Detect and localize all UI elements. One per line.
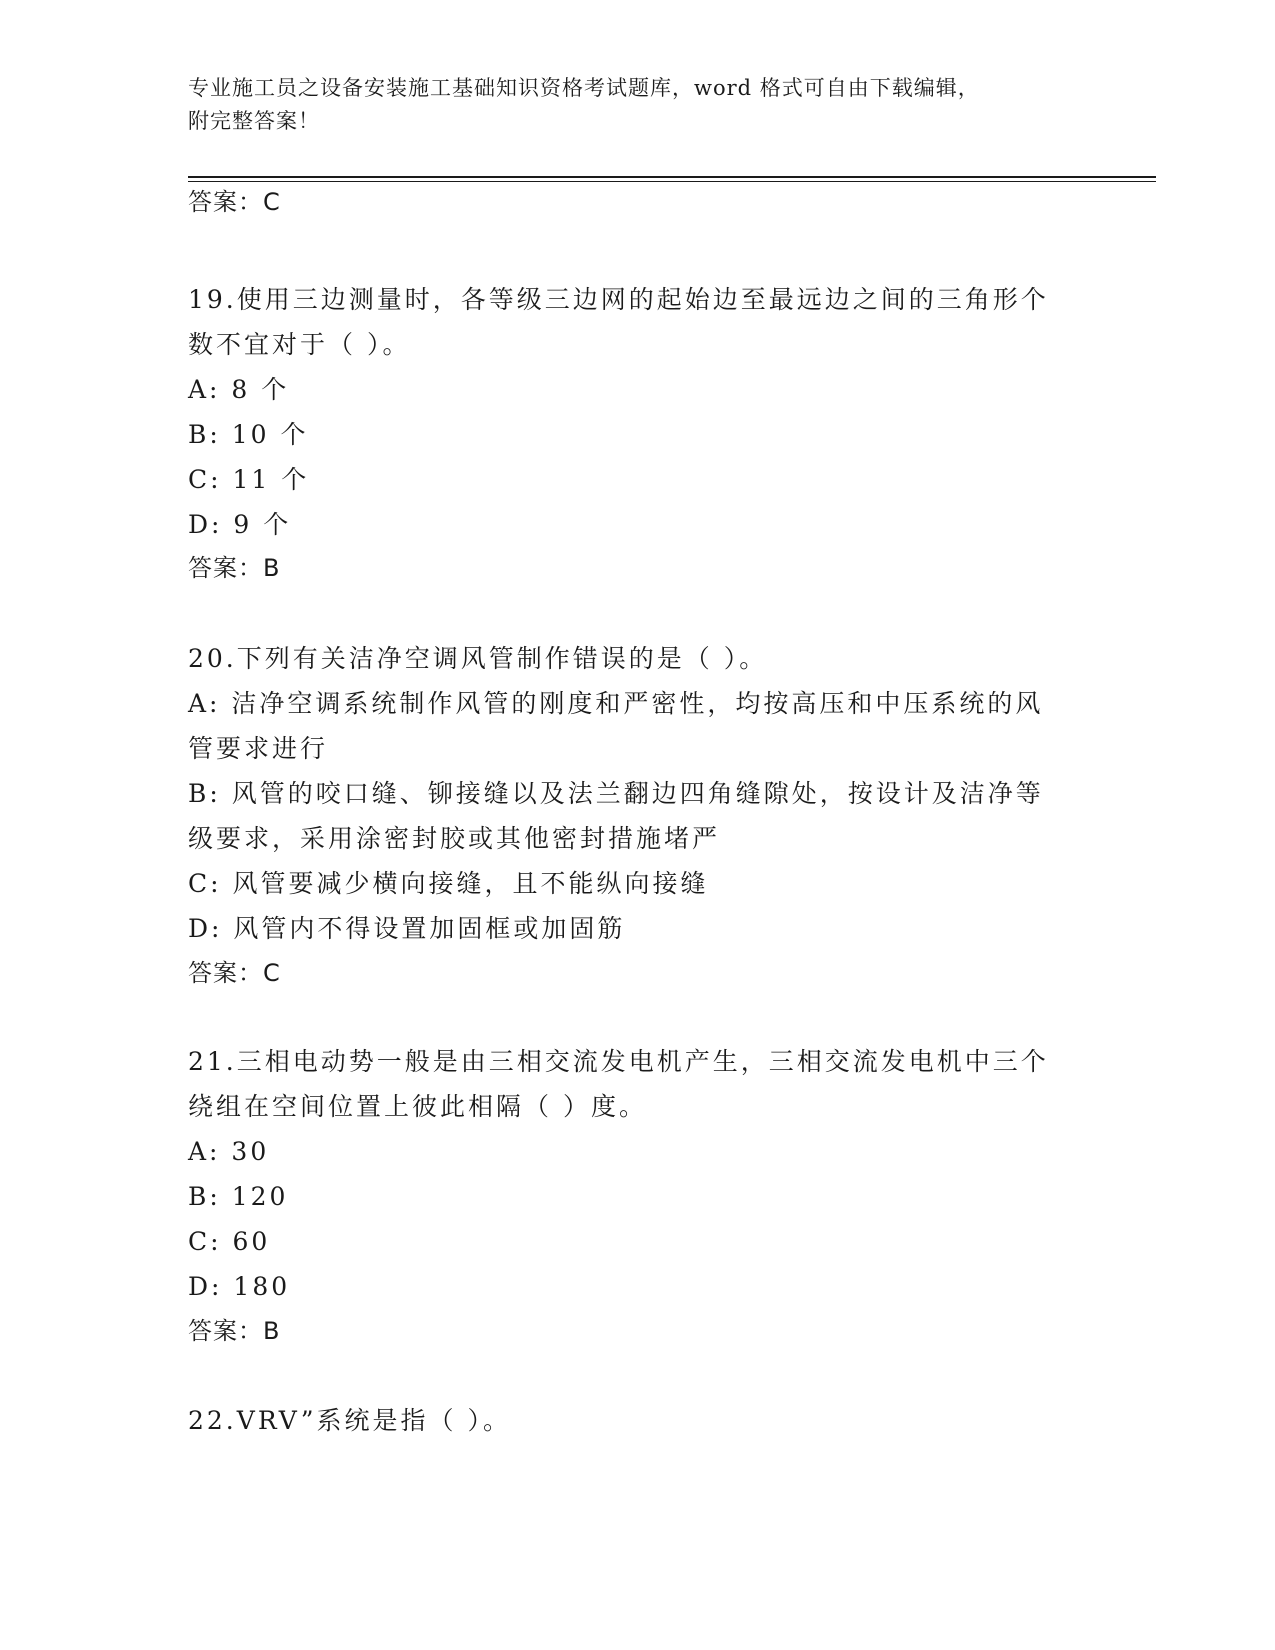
answer-21: 答案：B	[188, 1317, 281, 1345]
header-divider-thick	[188, 176, 1156, 178]
question-21-option-b: B: 120	[188, 1182, 289, 1211]
header-divider-thin	[188, 181, 1156, 182]
question-20-option-c: C: 风管要减少横向接缝，且不能纵向接缝	[188, 869, 709, 898]
page-header	[188, 72, 1088, 138]
question-21-option-d: D: 180	[188, 1272, 291, 1301]
question-21	[188, 1039, 1088, 1309]
question-22-stem: 22.VRV”系统是指（ ）。	[188, 1406, 511, 1435]
question-22	[188, 1398, 1088, 1443]
header-line-1: 专业施工员之设备安装施工基础知识资格考试题库，word 格式可自由下载编辑，	[188, 76, 980, 100]
question-21-stem-line-2: 绕组在空间位置上彼此相隔（ ）度。	[188, 1092, 647, 1121]
answer-19: 答案：B	[188, 554, 281, 582]
question-20-option-a-line-2: 管要求进行	[188, 734, 329, 763]
question-19-stem-line-1: 19.使用三边测量时，各等级三边网的起始边至最远边之间的三角形个	[188, 285, 1049, 314]
question-20-option-a-line-1: A: 洁净空调系统制作风管的刚度和严密性，均按高压和中压系统的风	[188, 689, 1044, 718]
question-20-option-b-line-1: B: 风管的咬口缝、铆接缝以及法兰翻边四角缝隙处，按设计及洁净等	[188, 779, 1044, 808]
question-19-option-d: D: 9 个	[188, 510, 292, 539]
question-21-stem-line-1: 21.三相电动势一般是由三相交流发电机产生，三相交流发电机中三个	[188, 1047, 1049, 1076]
header-line-2: 附完整答案！	[188, 109, 320, 133]
question-19-option-b: B: 10 个	[188, 420, 309, 449]
question-20	[188, 636, 1088, 951]
question-19-stem-line-2: 数不宜对于（ ）。	[188, 330, 411, 359]
question-19	[188, 277, 1088, 547]
question-20-option-d: D: 风管内不得设置加固框或加固筋	[188, 914, 626, 943]
question-21-option-a: A: 30	[188, 1137, 270, 1166]
question-20-stem: 20.下列有关洁净空调风管制作错误的是（ ）。	[188, 644, 768, 673]
question-19-option-a: A: 8 个	[188, 375, 290, 404]
question-19-option-c: C: 11 个	[188, 465, 310, 494]
question-20-option-b-line-2: 级要求，采用涂密封胶或其他密封措施堵严	[188, 824, 721, 853]
answer-20: 答案：C	[188, 959, 281, 987]
question-21-option-c: C: 60	[188, 1227, 271, 1256]
answer-18: 答案：C	[188, 188, 281, 216]
